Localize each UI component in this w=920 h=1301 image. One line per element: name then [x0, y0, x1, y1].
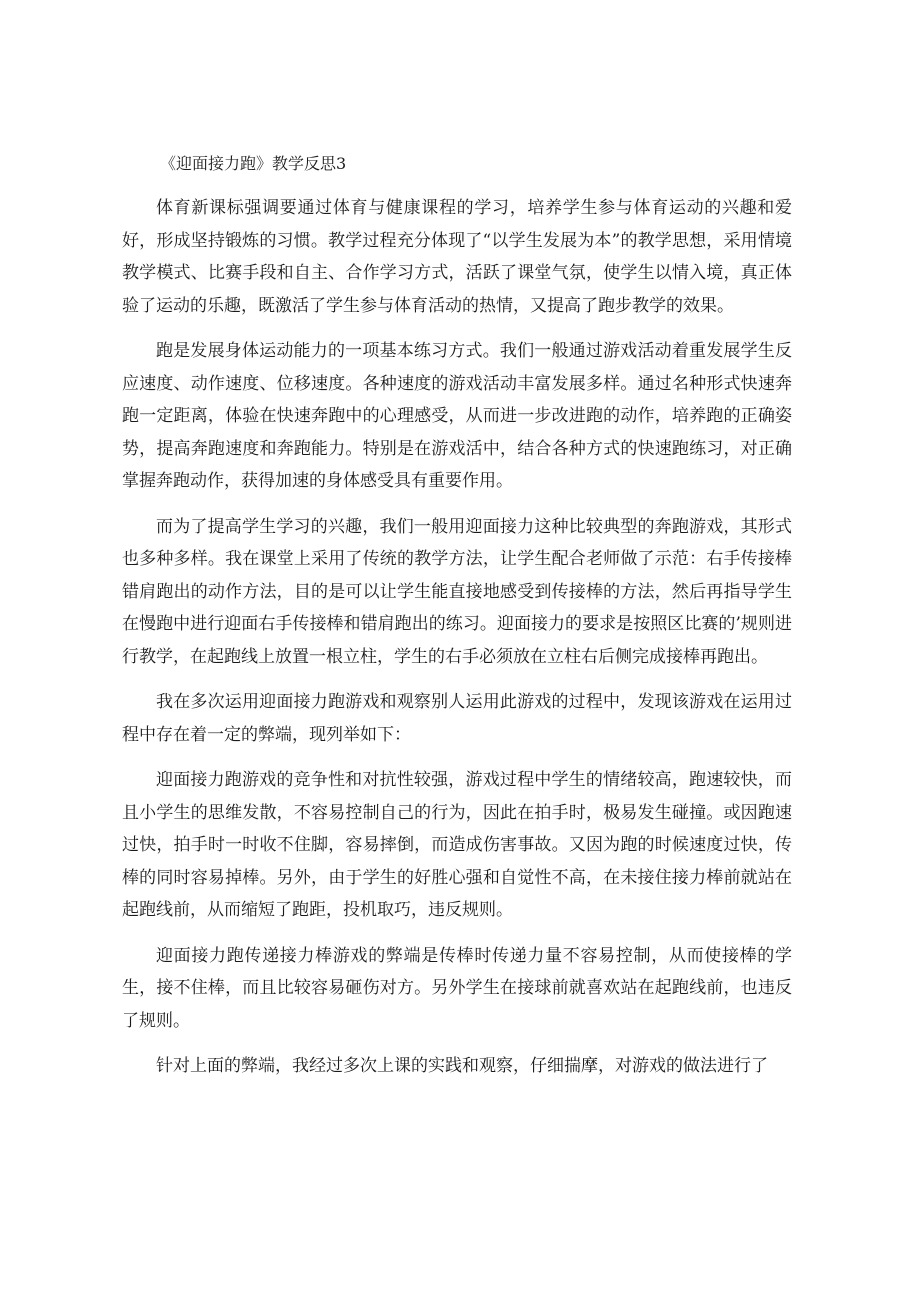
paragraph-1: 体育新课标强调要通过体育与健康课程的学习，培养学生参与体育运动的兴趣和爱好，形成坚持锻炼的习惯。教学过程充分体现了“以学生发展为本”的教学思想，采用情境教学模式、比赛手段和自主、合作学习方式，活跃了课堂气氛，使学生以情入境，真正体验了运动的乐趣，既激活了学生参与体育活动的热情，又提高了跑步教学的效果。 [122, 198, 792, 316]
paragraph-2: 跑是发展身体运动能力的一项基本练习方式。我们一般通过游戏活动着重发展学生反应速度、动作速度、位移速度。各种速度的游戏活动丰富发展多样。通过名种形式快速奔跑一定距离，体验在快速奔跑中的心理感受，从而进一步改进跑的动作，培养跑的正确姿势，提高奔跑速度和奔跑能力。特别是在游戏活中，结合各种方式的快速跑练习，对正确掌握奔跑动作，获得加速的身体感受具有重要作用。 [122, 341, 792, 491]
paragraph-6: 迎面接力跑传递接力棒游戏的弊端是传棒时传递力量不容易控制，从而使接棒的学生，接不住棒，而且比较容易砸伤对方。另外学生在接球前就喜欢站在起跑线前，也违反了规则。 [122, 945, 792, 1031]
paragraph-4: 我在多次运用迎面接力跑游戏和观察别人运用此游戏的过程中，发现该游戏在运用过程中存在着一定的弊端，现列举如下： [122, 692, 792, 745]
document-title: 《迎面接力跑》教学反思3 [160, 154, 347, 173]
paragraph-3: 而为了提高学生学习的兴趣，我们一般用迎面接力这种比较典型的奔跑游戏，其形式也多种多样。我在课堂上采用了传统的教学方法，让学生配合老师做了示范：右手传接棒错肩跑出的动作方法，目的是可以让学生能直接地感受到传接棒的方法，然后再指导学生在慢跑中进行迎面右手传接棒和错肩跑出的练习。迎面接力的要求是按照区比赛的’规则进行教学，在起跑线上放置一根立柱，学生的右手必须放在立柱右后侧完成接棒再跑出。 [122, 516, 792, 667]
paragraph-5: 迎面接力跑游戏的竞争性和对抗性较强，游戏过程中学生的情绪较高，跑速较快，而且小学生的思维发散，不容易控制自己的行为，因此在拍手时，极易发生碰撞。或因跑速过快，拍手时一时收不住脚，容易摔倒，而造成伤害事故。又因为跑的时候速度过快，传棒的同时容易掉棒。另外，由于学生的好胜心强和自觉性不高，在未接住接力棒前就站在起跑线前，从而缩短了跑距，投机取巧，违反规则。 [122, 770, 792, 920]
document-body [122, 152, 792, 1096]
paragraph-7: 针对上面的弊端，我经过多次上课的实践和观察，仔细揣摩，对游戏的做法进行了 [156, 1056, 768, 1076]
